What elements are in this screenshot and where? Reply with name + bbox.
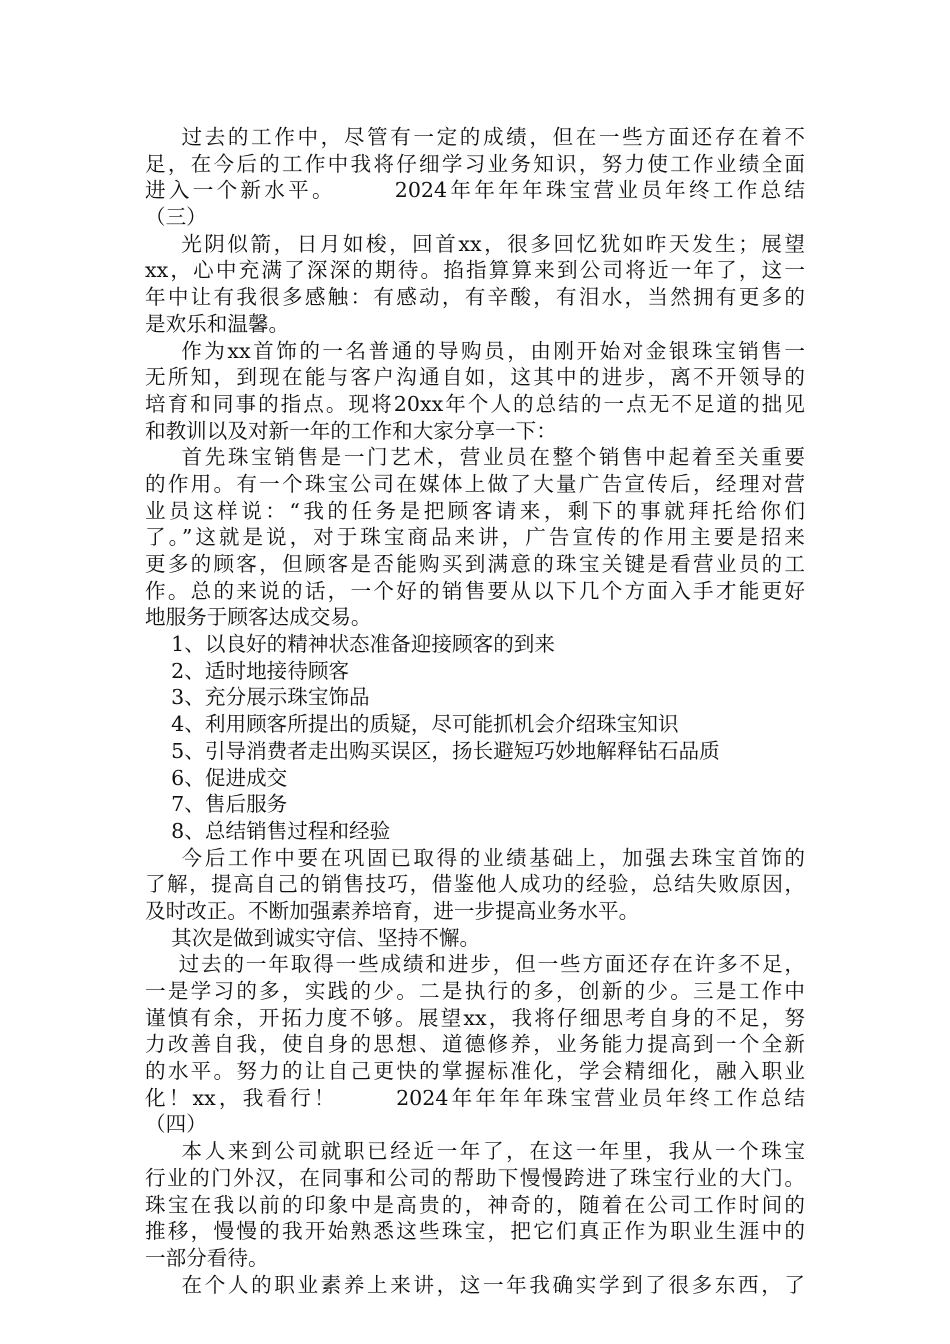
text-line: 业员这样说：“我的任务是把顾客请来，剩下的事就拜托给你们 — [145, 498, 805, 523]
text-line: 谨慎有余，开拓力度不够。展望xx，我将仔细思考自身的不足，努 — [145, 1005, 805, 1030]
text-line: 过去的工作中，尽管有一定的成绩，但在一些方面还存在着不 — [145, 125, 805, 149]
text-line: 是欢乐和温馨。 — [145, 311, 290, 336]
text-line: （四） — [145, 1112, 207, 1137]
text-line: 今后工作中要在巩固已取得的业绩基础上，加强去珠宝首饰的 — [145, 845, 805, 870]
text-line: 更多的顾客，但顾客是否能购买到满意的珠宝关键是看营业员的工 — [145, 552, 805, 576]
text-line: （三） — [145, 205, 207, 230]
text-line: 6、促进成交 — [145, 765, 288, 790]
text-line: 及时改正。不断加强素养培育，进一步提高业务水平。 — [145, 898, 640, 923]
text-line: 2、适时地接待顾客 — [145, 658, 350, 683]
text-line: 首先珠宝销售是一门艺术，营业员在整个销售中起着至关重要 — [145, 445, 805, 470]
text-line: 7、售后服务 — [145, 792, 288, 817]
text-line: 了解，提高自己的销售技巧，借鉴他人成功的经验，总结失败原因， — [145, 872, 805, 897]
text-line: 行业的门外汉，在同事和公司的帮助下慢慢跨进了珠宝行业的大门。 — [145, 1165, 805, 1190]
text-line: 一部分看待。 — [145, 1245, 269, 1270]
document-body — [145, 124, 805, 1298]
text-line: 5、引导消费者走出购买误区，扬长避短巧妙地解释钻石品质 — [145, 738, 720, 763]
text-line: 足，在今后的工作中我将仔细学习业务知识，努力使工作业绩全面 — [145, 151, 805, 176]
text-line: 作为xx首饰的一名普通的导购员，由刚开始对金银珠宝销售一 — [145, 338, 805, 363]
text-line: 推移，慢慢的我开始熟悉这些珠宝，把它们真正作为职业生涯中的 — [145, 1219, 805, 1244]
text-line: 和教训以及对新一年的工作和大家分享一下： — [145, 418, 557, 443]
text-line: 过去的一年取得一些成绩和进步，但一些方面还存在许多不足， — [145, 952, 805, 977]
text-line: 无所知，到现在能与客户沟通自如，这其中的进步，离不开领导的 — [145, 365, 805, 390]
text-line: 一是学习的多，实践的少。二是执行的多，创新的少。三是工作中 — [145, 979, 805, 1003]
text-line: 光阴似箭，日月如梭，回首xx，很多回忆犹如昨天发生；展望 — [145, 231, 805, 256]
text-line: 化！xx，我看行！ 2024年年年年珠宝营业员年终工作总结 — [145, 1085, 805, 1110]
text-line: 作。总的来说的话，一个好的销售要从以下几个方面入手才能更好 — [145, 578, 805, 603]
text-line: 4、利用顾客所提出的质疑，尽可能抓机会介绍珠宝知识 — [145, 712, 679, 737]
text-line: 在个人的职业素养上来讲，这一年我确实学到了很多东西，了 — [145, 1272, 805, 1297]
text-line: 了。”这就是说，对于珠宝商品来讲，广告宣传的作用主要是招来 — [145, 525, 805, 550]
text-line: 力改善自我，使自身的思想、道德修养，业务能力提高到一个全新 — [145, 1032, 805, 1057]
text-line: 的作用。有一个珠宝公司在媒体上做了大量广告宣传后，经理对营 — [145, 471, 805, 496]
text-line: 8、总结销售过程和经验 — [145, 818, 391, 843]
text-line: 的水平。努力的让自己更快的掌握标准化，学会精细化，融入职业 — [145, 1059, 805, 1084]
text-line: 年中让有我很多感触：有感动，有辛酸，有泪水，当然拥有更多的 — [145, 285, 805, 310]
text-line: 地服务于顾客达成交易。 — [145, 605, 372, 630]
text-line: 本人来到公司就职已经近一年了，在这一年里，我从一个珠宝 — [145, 1139, 805, 1164]
text-line: 珠宝在我以前的印象中是高贵的，神奇的，随着在公司工作时间的 — [145, 1192, 805, 1217]
text-line: 进入一个新水平。 2024年年年年珠宝营业员年终工作总结 — [145, 178, 805, 203]
text-line: 培育和同事的指点。现将20xx年个人的总结的一点无不足道的拙见 — [145, 391, 805, 416]
text-line: 其次是做到诚实守信、坚持不懈。 — [145, 925, 481, 950]
text-line: 1、以良好的精神状态准备迎接顾客的到来 — [145, 632, 555, 657]
text-line: 3、充分展示珠宝饰品 — [145, 685, 370, 710]
text-line: xx，心中充满了深深的期待。掐指算算来到公司将近一年了，这一 — [145, 258, 805, 283]
